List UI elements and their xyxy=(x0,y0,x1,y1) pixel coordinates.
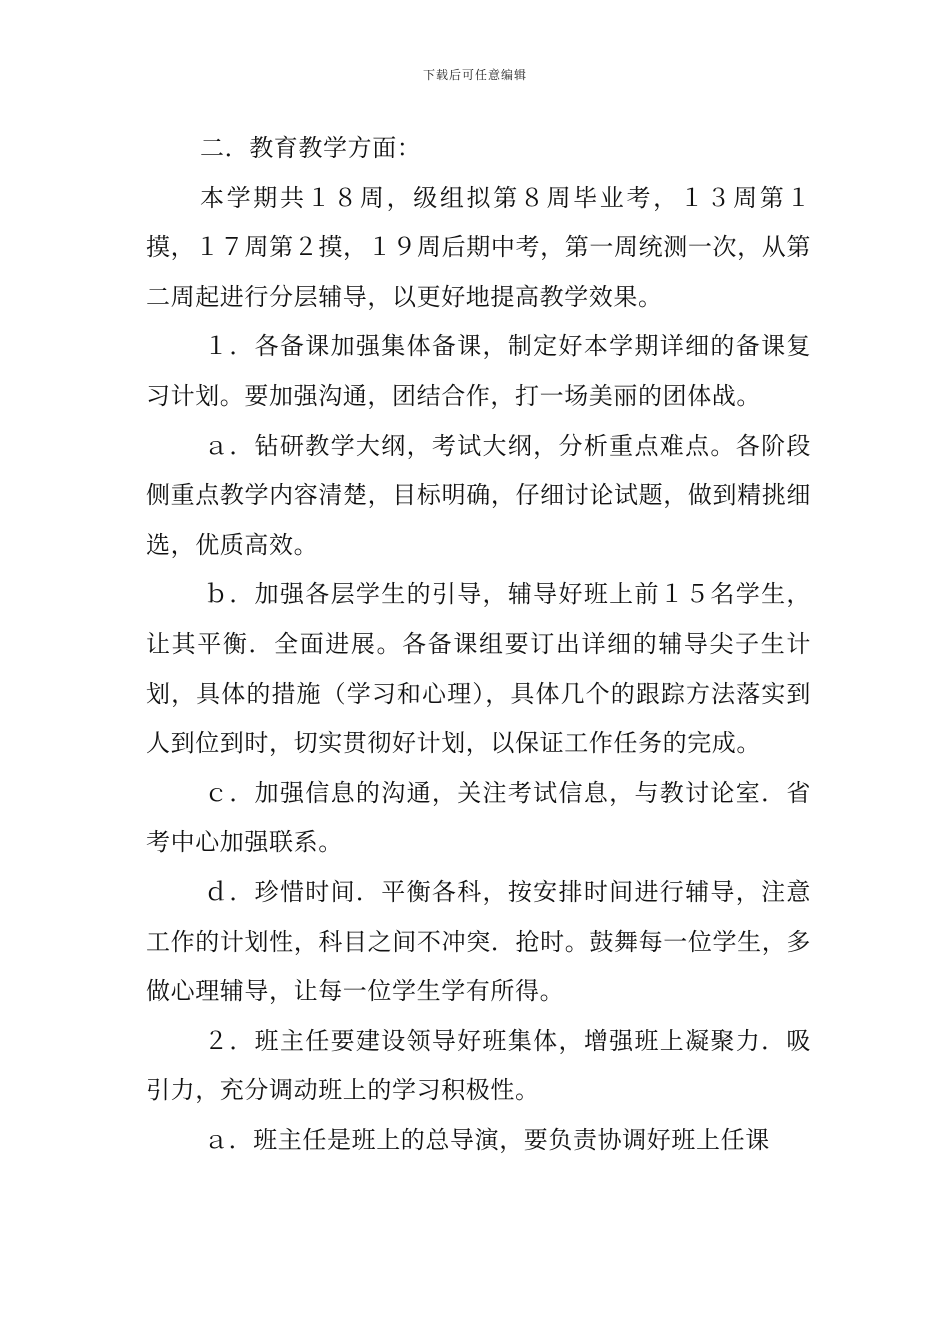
section-heading: 二．教育教学方面： xyxy=(200,134,422,162)
paragraph: ｂ．加强各层学生的引导，辅导好班上前１５名学生，让其平衡．全面进展。各备课组要订出详细的辅导尖子生计划，具体的措施（学习和心理），具体几个的跟踪方法落实到人到位到时，切实贯彻好计划，以保证工作任务的完成。 xyxy=(146,580,811,758)
paragraph: ａ．班主任是班上的总导演，要负责协调好班上任课 xyxy=(204,1125,770,1154)
paragraph: ｄ．珍惜时间．平衡各科，按安排时间进行辅导，注意工作的计划性，科目之间不冲突．抢时。鼓舞每一位学生，多做心理辅导，让每一位学生学有所得。 xyxy=(146,877,811,1006)
paragraph: ａ．钻研教学大纲，考试大纲，分析重点难点。各阶段侧重点教学内容清楚，目标明确，仔细讨论试题，做到精挑细选，优质高效。 xyxy=(146,431,811,559)
paragraph: １．各备课加强集体备课，制定好本学期详细的备课复习计划。要加强沟通，团结合作，打一场美丽的团体战。 xyxy=(146,332,811,410)
document-body xyxy=(146,124,811,1165)
paragraph: ２．班主任要建设领导好班集体，增强班上凝聚力．吸引力，充分调动班上的学习积极性。 xyxy=(146,1026,811,1105)
paragraph: 本学期共１８周，级组拟第８周毕业考，１３周第１摸，１７周第２摸，１９周后期中考，第一周统测一次，从第二周起进行分层辅导，以更好地提高教学效果。 xyxy=(146,183,811,311)
page-header-note: 下载后可任意编辑 xyxy=(422,68,527,82)
paragraph: ｃ．加强信息的沟通，关注考试信息，与教讨论室．省考中心加强联系。 xyxy=(146,778,811,857)
